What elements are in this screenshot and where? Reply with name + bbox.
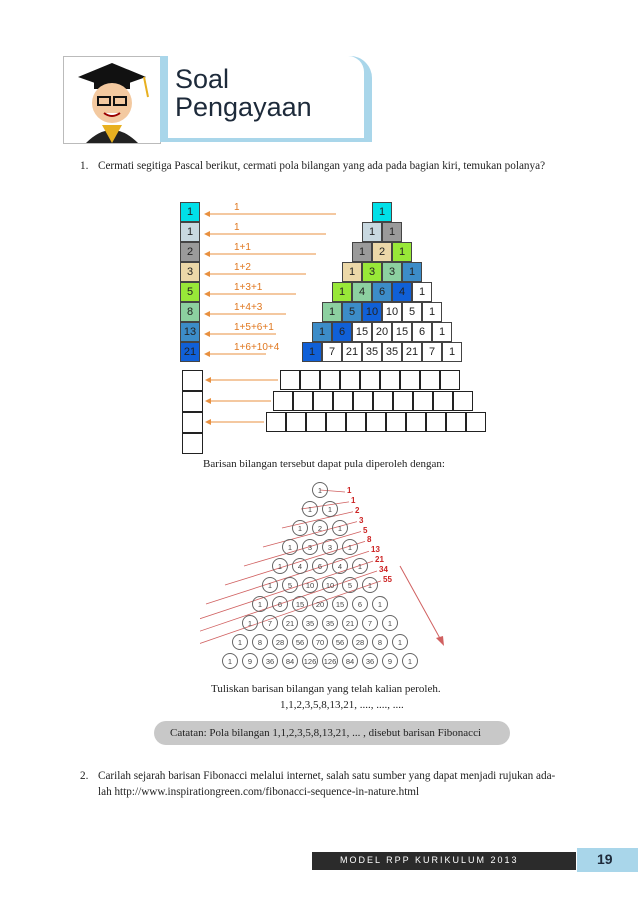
number-circle: 36: [262, 653, 278, 669]
number-circle: 1: [342, 539, 358, 555]
number-circle: 1: [282, 539, 298, 555]
blank-row-cell[interactable]: [406, 412, 426, 432]
blank-row-cell[interactable]: [413, 391, 433, 411]
down-arrowhead: [436, 636, 444, 646]
pascal-triangle-cell: 10: [362, 302, 382, 322]
fib-label: 34: [379, 565, 388, 575]
pascal-triangle-cell: 6: [372, 282, 392, 302]
number-circle: 126: [302, 653, 318, 669]
pascal-arrowhead: [204, 271, 210, 277]
pascal-triangle-cell: 35: [362, 342, 382, 362]
pascal-triangle-cell: 5: [402, 302, 422, 322]
number-circle: 84: [342, 653, 358, 669]
blank-row-cell[interactable]: [386, 412, 406, 432]
pascal-left-cell: 5: [180, 282, 200, 302]
number-circle: 8: [252, 634, 268, 650]
pascal-triangle-cell: 1: [302, 342, 322, 362]
alt-caption: Barisan bilangan tersebut dapat pula diperoleh dengan:: [203, 458, 445, 470]
fibonacci-note: Catatan: Pola bilangan 1,1,2,3,5,8,13,21, ... , disebut barisan Fibonacci: [170, 727, 482, 739]
blank-row-cell[interactable]: [313, 391, 333, 411]
pascal-triangle-cell: 6: [412, 322, 432, 342]
pascal-triangle-cell: 3: [362, 262, 382, 282]
fibonacci-triangle-figure: [200, 474, 450, 674]
pascal-sum-label: 1+3+1: [234, 282, 263, 293]
pascal-triangle-cell: 4: [392, 282, 412, 302]
blank-row-cell[interactable]: [320, 370, 340, 390]
pascal-triangle-cell: 5: [342, 302, 362, 322]
number-circle: 1: [292, 520, 308, 536]
pascal-triangle-cell: 1: [412, 282, 432, 302]
number-circle: 6: [312, 558, 328, 574]
blank-row-cell[interactable]: [453, 391, 473, 411]
pascal-triangle-cell: 1: [402, 262, 422, 282]
pascal-left-cell: 3: [180, 262, 200, 282]
pascal-triangle-cell: 21: [342, 342, 362, 362]
blank-row-cell[interactable]: [280, 370, 300, 390]
question-2-line2: lah http://www.inspirationgreen.com/fibonacci-sequence-in-nature.html: [98, 786, 420, 798]
number-circle: 9: [242, 653, 258, 669]
number-circle: 21: [342, 615, 358, 631]
blank-row-cell[interactable]: [400, 370, 420, 390]
blank-left-cell[interactable]: [182, 412, 203, 433]
pascal-triangle-cell: 1: [362, 222, 382, 242]
fib-label: 8: [367, 535, 372, 545]
blank-row-cell[interactable]: [366, 412, 386, 432]
pascal-left-cell: 21: [180, 342, 200, 362]
pascal-figure: [176, 178, 466, 368]
number-circle: 1: [392, 634, 408, 650]
page-number: 19: [597, 851, 613, 867]
blank-row-cell[interactable]: [306, 412, 326, 432]
number-circle: 28: [352, 634, 368, 650]
number-circle: 1: [402, 653, 418, 669]
pascal-arrowhead: [204, 351, 210, 357]
number-circle: 4: [332, 558, 348, 574]
number-circle: 1: [302, 501, 318, 517]
pascal-triangle-cell: 1: [312, 322, 332, 342]
pascal-left-cell: 2: [180, 242, 200, 262]
blank-row-cell[interactable]: [273, 391, 293, 411]
footer-text: MODEL RPP KURIKULUM 2013: [340, 855, 519, 865]
number-circle: 6: [352, 596, 368, 612]
pascal-triangle-cell: 6: [332, 322, 352, 342]
blank-row-cell[interactable]: [333, 391, 353, 411]
pascal-triangle-cell: 7: [422, 342, 442, 362]
number-circle: 1: [232, 634, 248, 650]
blank-row-cell[interactable]: [393, 391, 413, 411]
pascal-triangle-cell: 1: [382, 222, 402, 242]
number-circle: 1: [352, 558, 368, 574]
pascal-sum-label: 1+5+6+1: [234, 322, 274, 333]
number-circle: 7: [362, 615, 378, 631]
pascal-triangle-cell: 1: [372, 202, 392, 222]
number-circle: 15: [332, 596, 348, 612]
number-circle: 1: [252, 596, 268, 612]
blank-row-cell[interactable]: [420, 370, 440, 390]
blank-row-cell[interactable]: [340, 370, 360, 390]
pascal-triangle-cell: 15: [392, 322, 412, 342]
number-circle: 10: [302, 577, 318, 593]
pascal-left-cell: 1: [180, 202, 200, 222]
number-circle: 9: [382, 653, 398, 669]
write-instruction: Tuliskan barisan bilangan yang telah kalian peroleh.: [211, 683, 441, 695]
number-circle: 6: [272, 596, 288, 612]
blank-left-cell[interactable]: [182, 391, 203, 412]
number-circle: 1: [372, 596, 388, 612]
pascal-triangle-cell: 4: [352, 282, 372, 302]
page-title-line1: Soal: [175, 64, 230, 94]
number-circle: 5: [342, 577, 358, 593]
number-circle: 10: [322, 577, 338, 593]
blank-row-cell[interactable]: [446, 412, 466, 432]
blank-arrowhead: [205, 419, 211, 425]
pascal-sum-label: 1+4+3: [234, 302, 263, 313]
number-circle: 1: [382, 615, 398, 631]
fib-label: 2: [355, 505, 360, 515]
blank-row-cell[interactable]: [326, 412, 346, 432]
pascal-triangle-cell: 1: [422, 302, 442, 322]
pascal-triangle-cell: 7: [322, 342, 342, 362]
number-circle: 1: [222, 653, 238, 669]
blank-row-cell[interactable]: [466, 412, 486, 432]
down-arrow-line: [400, 566, 442, 642]
pascal-sum-label: 1+1: [234, 242, 251, 253]
number-circle: 5: [282, 577, 298, 593]
number-circle: 1: [262, 577, 278, 593]
pascal-triangle-cell: 1: [322, 302, 342, 322]
pascal-sum-label: 1: [234, 222, 240, 233]
number-circle: 1: [272, 558, 288, 574]
page-title-line2: Pengayaan: [175, 92, 312, 122]
number-circle: 15: [292, 596, 308, 612]
pascal-triangle-cell: 20: [372, 322, 392, 342]
number-circle: 56: [332, 634, 348, 650]
pascal-arrowhead: [204, 251, 210, 257]
pascal-triangle-cell: 10: [382, 302, 402, 322]
pascal-arrowhead: [204, 211, 210, 217]
pascal-arrowhead: [204, 311, 210, 317]
number-circle: 8: [372, 634, 388, 650]
number-circle: 35: [302, 615, 318, 631]
pascal-triangle-cell: 1: [442, 342, 462, 362]
number-circle: 28: [272, 634, 288, 650]
blank-arrowhead: [205, 377, 211, 383]
pascal-triangle-cell: 1: [432, 322, 452, 342]
number-circle: 126: [322, 653, 338, 669]
number-circle: 1: [332, 520, 348, 536]
pascal-triangle-cell: 1: [342, 262, 362, 282]
blank-row-cell[interactable]: [346, 412, 366, 432]
number-circle: 35: [322, 615, 338, 631]
pascal-left-cell: 13: [180, 322, 200, 342]
pascal-sum-label: 1+2: [234, 262, 251, 273]
pascal-sum-label: 1+6+10+4: [234, 342, 280, 353]
number-circle: 4: [292, 558, 308, 574]
number-circle: 3: [302, 539, 318, 555]
fib-label: 21: [375, 555, 384, 565]
blank-row-cell[interactable]: [433, 391, 453, 411]
question-2-number: 2.: [80, 770, 89, 782]
number-circle: 2: [312, 520, 328, 536]
blank-left-cell[interactable]: [182, 433, 203, 454]
blank-row-cell[interactable]: [293, 391, 313, 411]
fib-label: 55: [383, 574, 392, 584]
pascal-triangle-cell: 2: [372, 242, 392, 262]
blank-row-cell[interactable]: [300, 370, 320, 390]
number-circle: 1: [362, 577, 378, 593]
blank-row-cell[interactable]: [266, 412, 286, 432]
number-circle: 70: [312, 634, 328, 650]
pascal-arrowhead: [204, 291, 210, 297]
number-circle: 36: [362, 653, 378, 669]
question-1-text: Cermati segitiga Pascal berikut, cermati pola bilangan yang ada pada bagian kiri, temukan polanya?: [98, 160, 546, 172]
pascal-left-cell: 8: [180, 302, 200, 322]
pascal-triangle-cell: 1: [352, 242, 372, 262]
blank-row-cell[interactable]: [360, 370, 380, 390]
fib-label: 1: [351, 495, 356, 505]
fib-label: 13: [371, 545, 380, 555]
graduate-cartoon-icon: [64, 57, 160, 143]
blank-row-cell[interactable]: [353, 391, 373, 411]
number-circle: 56: [292, 634, 308, 650]
blank-left-cell[interactable]: [182, 370, 203, 391]
blank-row-cell[interactable]: [440, 370, 460, 390]
blank-row-cell[interactable]: [373, 391, 393, 411]
number-circle: 21: [282, 615, 298, 631]
number-circle: 3: [322, 539, 338, 555]
pascal-arrowhead: [204, 331, 210, 337]
fib-label: 1: [347, 486, 352, 495]
graduate-avatar: [63, 56, 161, 144]
pascal-triangle-cell: 1: [332, 282, 352, 302]
pascal-triangle-cell: 1: [392, 242, 412, 262]
number-circle: 1: [312, 482, 328, 498]
pascal-triangle-cell: 21: [402, 342, 422, 362]
pascal-triangle-cell: 15: [352, 322, 372, 342]
pascal-triangle-cell: 35: [382, 342, 402, 362]
fib-label: 3: [359, 515, 364, 525]
blank-row-cell[interactable]: [286, 412, 306, 432]
question-2-line1: Carilah sejarah barisan Fibonacci melalui internet, salah satu sumber yang dapat menjadi rujukan ada-: [98, 770, 556, 782]
pascal-triangle-cell: 3: [382, 262, 402, 282]
blank-row-cell[interactable]: [380, 370, 400, 390]
blank-row-cell[interactable]: [426, 412, 446, 432]
sequence-answer-line: 1,1,2,3,5,8,13,21, ...., ...., ....: [280, 699, 404, 711]
number-circle: 20: [312, 596, 328, 612]
number-circle: 1: [322, 501, 338, 517]
number-circle: 84: [282, 653, 298, 669]
fib-label: 5: [363, 525, 368, 535]
question-1-number: 1.: [80, 160, 89, 172]
pascal-arrowhead: [204, 231, 210, 237]
pascal-left-cell: 1: [180, 222, 200, 242]
number-circle: 7: [262, 615, 278, 631]
blank-arrowhead: [205, 398, 211, 404]
number-circle: 1: [242, 615, 258, 631]
pascal-sum-label: 1: [234, 202, 240, 213]
